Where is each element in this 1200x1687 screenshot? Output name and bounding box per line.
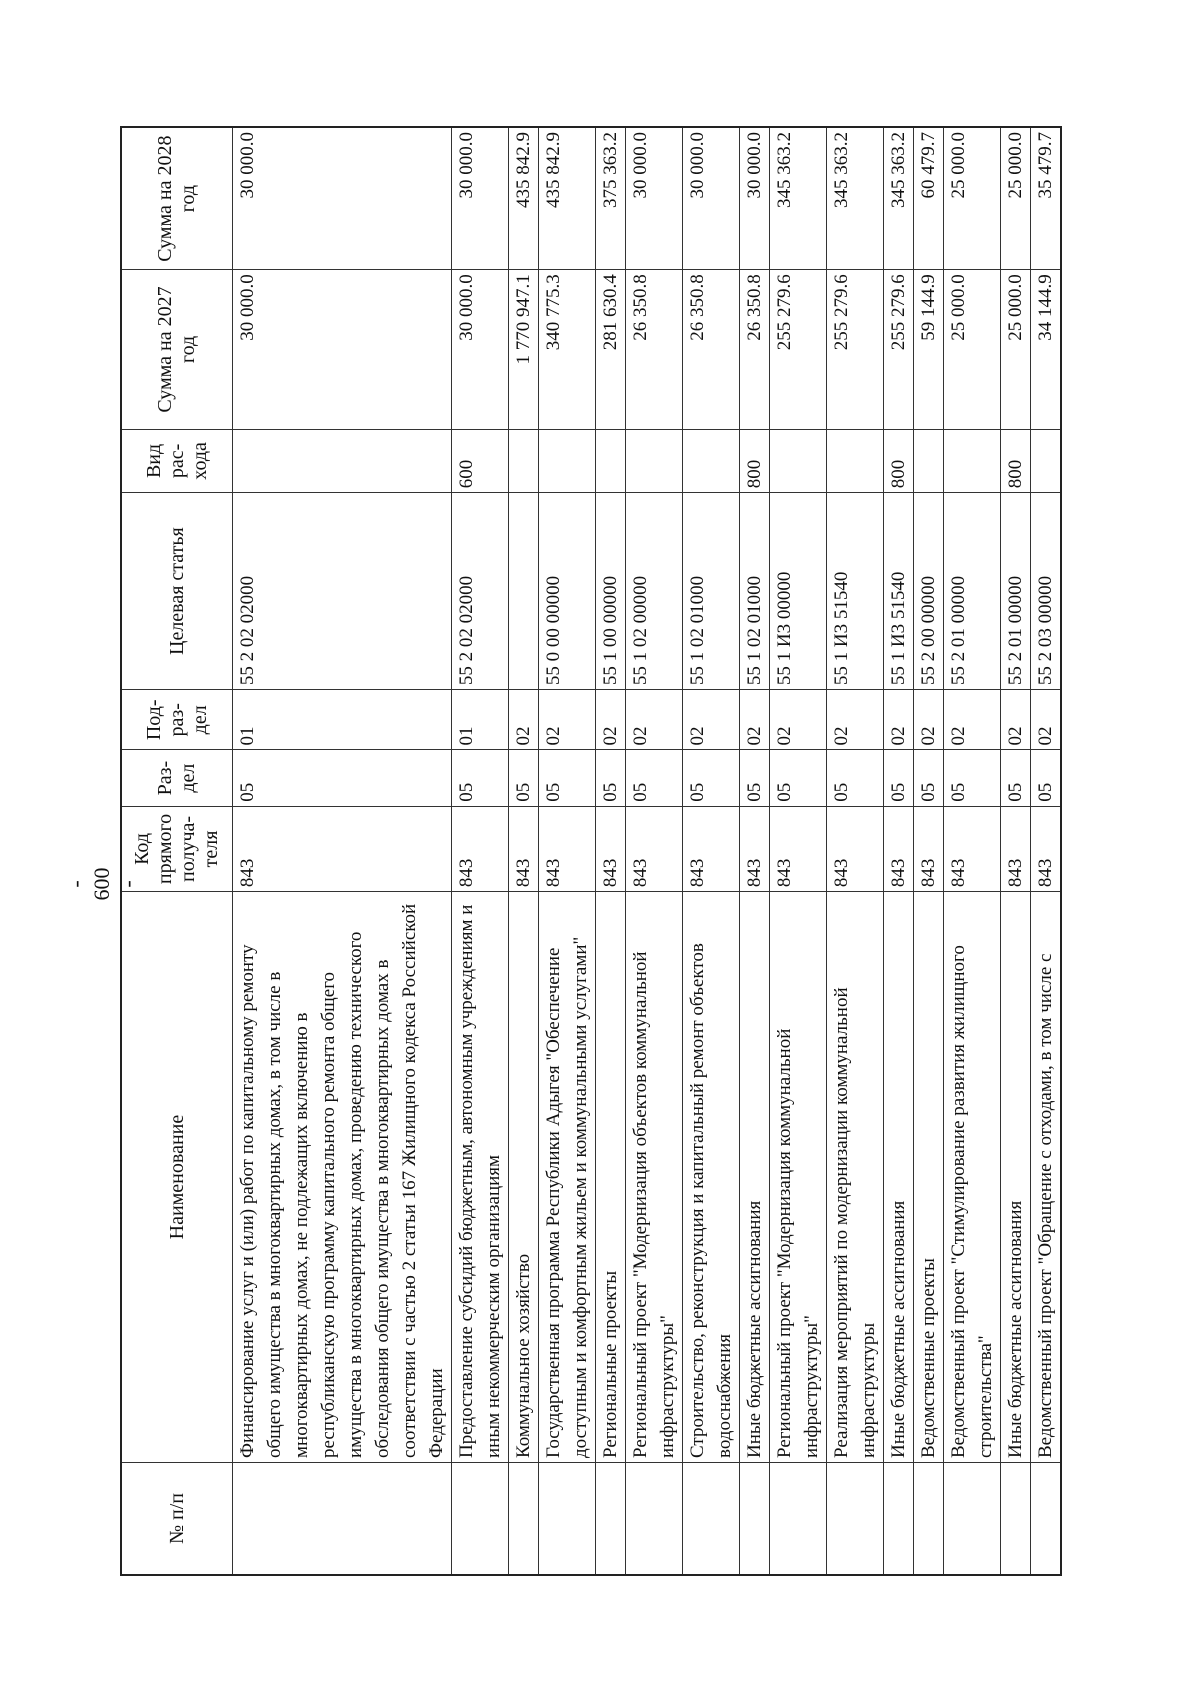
row-code-cell: 843 [509, 806, 539, 891]
row-name-cell: Ведомственный проект "Стимулирование развития жилищного строительства" [944, 892, 1001, 1463]
row-code-cell: 843 [539, 806, 596, 891]
row-vid-cell [827, 429, 884, 493]
row-name-cell: Ведомственные проекты [914, 892, 944, 1463]
row-celevaya-cell: 55 1 00 00000 [596, 493, 626, 690]
row-sum2028-cell: 35 479.7 [1031, 127, 1062, 270]
row-code-cell: 843 [1031, 806, 1062, 891]
row-podrazdel-cell: 01 [452, 690, 509, 750]
row-podrazdel-cell: 02 [1031, 690, 1062, 750]
header-razdel: Раз-дел [121, 750, 233, 806]
row-num-cell [1001, 1463, 1031, 1576]
row-sum2028-cell: 25 000.0 [944, 127, 1001, 270]
table-row [740, 127, 770, 1575]
table-row [626, 127, 683, 1575]
row-sum2027-cell: 340 775.3 [539, 270, 596, 429]
row-celevaya-cell: 55 2 01 00000 [944, 493, 1001, 690]
row-num-cell [452, 1463, 509, 1576]
row-sum2027-cell: 34 144.9 [1031, 270, 1062, 429]
table-row [1031, 127, 1062, 1575]
row-razdel-cell: 05 [1031, 750, 1062, 806]
row-razdel-cell: 05 [539, 750, 596, 806]
row-sum2027-cell: 255 279.6 [827, 270, 884, 429]
row-sum2027-cell: 26 350.8 [740, 270, 770, 429]
table-row [914, 127, 944, 1575]
row-razdel-cell: 05 [914, 750, 944, 806]
row-celevaya-cell: 55 2 02 02000 [233, 493, 452, 690]
row-code-cell: 843 [914, 806, 944, 891]
row-num-cell [1031, 1463, 1062, 1576]
header-sum2028: Сумма на 2028 год [121, 127, 233, 270]
row-code-cell: 843 [944, 806, 1001, 891]
row-num-cell [944, 1463, 1001, 1576]
row-name-cell: Государственная программа Республики Адыгея "Обеспечение доступным и комфортным жильем и коммунальными услугами" [539, 892, 596, 1463]
row-sum2028-cell: 30 000.0 [452, 127, 509, 270]
header-vid: Вид рас-хода [121, 429, 233, 493]
table-row [944, 127, 1001, 1575]
row-num-cell [539, 1463, 596, 1576]
row-num-cell [914, 1463, 944, 1576]
row-vid-cell [914, 429, 944, 493]
row-sum2027-cell: 25 000.0 [944, 270, 1001, 429]
row-celevaya-cell: 55 2 00 00000 [914, 493, 944, 690]
row-podrazdel-cell: 02 [944, 690, 1001, 750]
row-vid-cell: 800 [1001, 429, 1031, 493]
row-sum2027-cell: 59 144.9 [914, 270, 944, 429]
row-podrazdel-cell: 02 [770, 690, 827, 750]
row-num-cell [233, 1463, 452, 1576]
row-sum2028-cell: 435 842.9 [539, 127, 596, 270]
row-name-cell: Иные бюджетные ассигнования [1001, 892, 1031, 1463]
row-razdel-cell: 05 [233, 750, 452, 806]
row-code-cell: 843 [1001, 806, 1031, 891]
row-vid-cell [596, 429, 626, 493]
row-sum2027-cell: 255 279.6 [770, 270, 827, 429]
row-sum2028-cell: 345 363.2 [827, 127, 884, 270]
row-sum2028-cell: 30 000.0 [683, 127, 740, 270]
row-name-cell: Коммунальное хозяйство [509, 892, 539, 1463]
row-vid-cell [509, 429, 539, 493]
row-num-cell [827, 1463, 884, 1576]
row-sum2028-cell: 375 363.2 [596, 127, 626, 270]
row-name-cell: Строительство, реконструкция и капитальный ремонт объектов водоснабжения [683, 892, 740, 1463]
row-celevaya-cell: 55 0 00 00000 [539, 493, 596, 690]
row-podrazdel-cell: 02 [626, 690, 683, 750]
row-razdel-cell: 05 [770, 750, 827, 806]
row-code-cell: 843 [452, 806, 509, 891]
row-celevaya-cell: 55 1 02 01000 [683, 493, 740, 690]
row-vid-cell: 800 [740, 429, 770, 493]
row-vid-cell [1031, 429, 1062, 493]
row-sum2027-cell: 255 279.6 [884, 270, 914, 429]
row-celevaya-cell: 55 1 02 00000 [626, 493, 683, 690]
table-row [683, 127, 740, 1575]
table-row [539, 127, 596, 1575]
row-sum2027-cell: 30 000.0 [452, 270, 509, 429]
row-code-cell: 843 [233, 806, 452, 891]
row-name-cell: Реализация мероприятий по модернизации коммунальной инфраструктуры [827, 892, 884, 1463]
row-num-cell [683, 1463, 740, 1576]
row-sum2027-cell: 26 350.8 [626, 270, 683, 429]
table-row [452, 127, 509, 1575]
row-podrazdel-cell: 02 [884, 690, 914, 750]
row-razdel-cell: 05 [596, 750, 626, 806]
row-num-cell [509, 1463, 539, 1576]
row-vid-cell [626, 429, 683, 493]
row-razdel-cell: 05 [509, 750, 539, 806]
row-name-cell: Региональные проекты [596, 892, 626, 1463]
row-vid-cell: 600 [452, 429, 509, 493]
table-header-row [121, 127, 233, 1575]
row-razdel-cell: 05 [683, 750, 740, 806]
row-vid-cell [683, 429, 740, 493]
row-name-cell: Региональный проект "Модернизация коммунальной инфраструктуры" [770, 892, 827, 1463]
page-number: - 600 - [63, 867, 140, 901]
row-podrazdel-cell: 02 [1001, 690, 1031, 750]
row-code-cell: 843 [626, 806, 683, 891]
row-celevaya-cell: 55 2 02 02000 [452, 493, 509, 690]
table-row [1001, 127, 1031, 1575]
header-code: Код прямого получа-теля [121, 806, 233, 891]
row-code-cell: 843 [596, 806, 626, 891]
row-num-cell [596, 1463, 626, 1576]
row-vid-cell [233, 429, 452, 493]
header-podrazdel: Под-раз-дел [121, 690, 233, 750]
header-sum2027: Сумма на 2027 год [121, 270, 233, 429]
row-sum2027-cell: 26 350.8 [683, 270, 740, 429]
row-podrazdel-cell: 02 [596, 690, 626, 750]
row-celevaya-cell: 55 1 И3 51540 [884, 493, 914, 690]
row-sum2028-cell: 30 000.0 [233, 127, 452, 270]
table-row [884, 127, 914, 1575]
header-celevaya: Целевая статья [121, 493, 233, 690]
row-sum2028-cell: 60 479.7 [914, 127, 944, 270]
table-row [233, 127, 452, 1575]
row-sum2028-cell: 345 363.2 [884, 127, 914, 270]
row-razdel-cell: 05 [626, 750, 683, 806]
row-podrazdel-cell: 01 [233, 690, 452, 750]
row-name-cell: Финансирование услуг и (или) работ по капитальному ремонту общего имущества в многоквартирных домах, в том числе в многоквартирных домах, не подлежащих включению в республиканскую программу капитального ремонта общего имущества в многоквартирных домах, проведению технического обследования общего имущества в многоквартирных домах в соответствии с частью 2 статьи 167 Жилищного кодекса Российской Федерации [233, 892, 452, 1463]
row-code-cell: 843 [683, 806, 740, 891]
row-vid-cell [770, 429, 827, 493]
row-podrazdel-cell: 02 [539, 690, 596, 750]
row-vid-cell: 800 [884, 429, 914, 493]
row-name-cell: Иные бюджетные ассигнования [740, 892, 770, 1463]
row-name-cell: Иные бюджетные ассигнования [884, 892, 914, 1463]
row-code-cell: 843 [827, 806, 884, 891]
row-sum2027-cell: 281 630.4 [596, 270, 626, 429]
table-row [770, 127, 827, 1575]
row-razdel-cell: 05 [1001, 750, 1031, 806]
table-row [596, 127, 626, 1575]
row-razdel-cell: 05 [944, 750, 1001, 806]
row-sum2028-cell: 345 363.2 [770, 127, 827, 270]
row-celevaya-cell: 55 1 02 01000 [740, 493, 770, 690]
row-podrazdel-cell: 02 [914, 690, 944, 750]
row-razdel-cell: 05 [452, 750, 509, 806]
row-num-cell [740, 1463, 770, 1576]
row-celevaya-cell: 55 2 03 00000 [1031, 493, 1062, 690]
row-razdel-cell: 05 [740, 750, 770, 806]
row-razdel-cell: 05 [827, 750, 884, 806]
row-sum2028-cell: 25 000.0 [1001, 127, 1031, 270]
row-sum2028-cell: 30 000.0 [740, 127, 770, 270]
table-row [509, 127, 539, 1575]
row-sum2028-cell: 30 000.0 [626, 127, 683, 270]
row-sum2027-cell: 25 000.0 [1001, 270, 1031, 429]
row-celevaya-cell: 55 2 01 00000 [1001, 493, 1031, 690]
row-celevaya-cell: 55 1 И3 00000 [770, 493, 827, 690]
header-name: Наименование [121, 892, 233, 1463]
row-name-cell: Предоставление субсидий бюджетным, автономным учреждениям и иным некоммерческим организациям [452, 892, 509, 1463]
row-code-cell: 843 [884, 806, 914, 891]
header-num: № п/п [121, 1463, 233, 1576]
row-celevaya-cell: 55 1 И3 51540 [827, 493, 884, 690]
row-celevaya-cell [509, 493, 539, 690]
row-razdel-cell: 05 [884, 750, 914, 806]
rotated-table-container [120, 126, 1070, 1576]
row-code-cell: 843 [740, 806, 770, 891]
row-num-cell [770, 1463, 827, 1576]
budget-table [120, 126, 1062, 1576]
row-name-cell: Ведомственный проект "Обращение с отходами, в том числе с [1031, 892, 1062, 1463]
row-num-cell [626, 1463, 683, 1576]
row-podrazdel-cell: 02 [683, 690, 740, 750]
row-name-cell: Региональный проект "Модернизация объектов коммунальной инфраструктуры" [626, 892, 683, 1463]
row-sum2028-cell: 435 842.9 [509, 127, 539, 270]
row-vid-cell [539, 429, 596, 493]
row-num-cell [884, 1463, 914, 1576]
row-podrazdel-cell: 02 [827, 690, 884, 750]
row-podrazdel-cell: 02 [509, 690, 539, 750]
row-sum2027-cell: 1 770 947.1 [509, 270, 539, 429]
row-podrazdel-cell: 02 [740, 690, 770, 750]
row-sum2027-cell: 30 000.0 [233, 270, 452, 429]
row-code-cell: 843 [770, 806, 827, 891]
table-row [827, 127, 884, 1575]
row-vid-cell [944, 429, 1001, 493]
